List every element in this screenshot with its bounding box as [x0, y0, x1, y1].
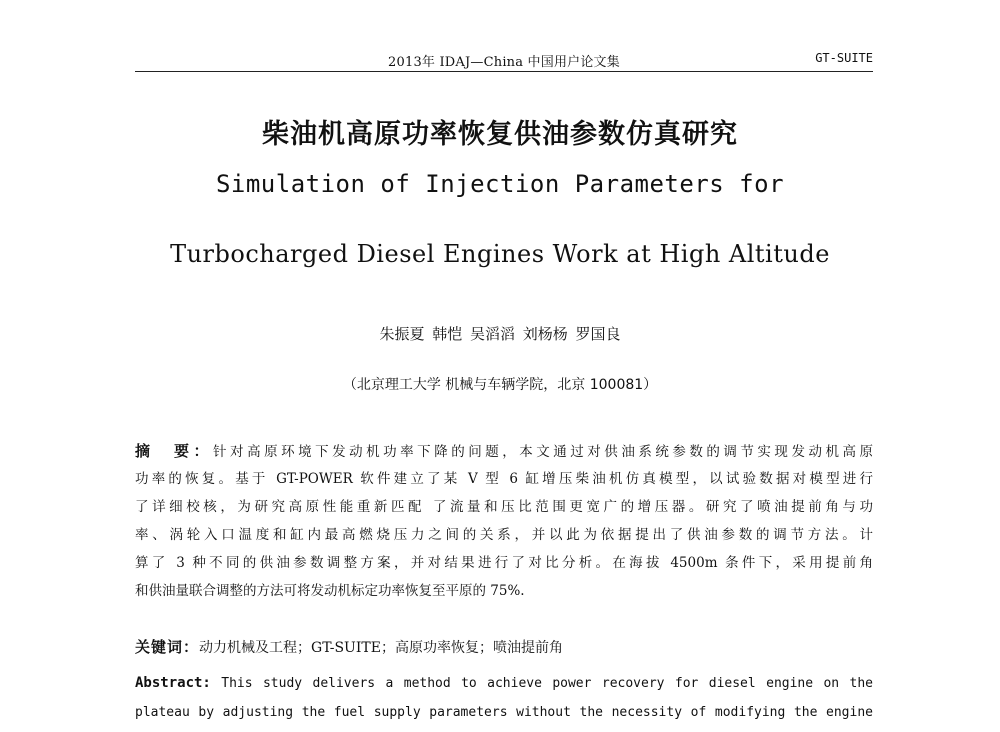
abstract-en-line-2: plateau by adjusting the fuel supply parameters without the necessity of modifying the engine	[135, 705, 873, 720]
author-list: 朱振夏 韩恺 吴滔滔 刘杨杨 罗国良	[379, 325, 621, 343]
abstract-cn-line-3: 了详细校核，为研究高原性能重新匹配 了流量和压比范围更宽广的增压器。研究了喷油提前角与功	[135, 499, 873, 515]
abstract-en-label: Abstract:	[135, 675, 211, 691]
abstract-cn-line-5: 算了 3 种不同的供油参数调整方案，并对结果进行了对比分析。在海拔 4500m 条件下，采用提前角	[135, 555, 873, 571]
abstract-chinese	[135, 440, 873, 608]
abstract-en-text: This study delivers a method to achieve power recovery for diesel engine on the	[221, 676, 873, 691]
paper-title-english-line-1: Simulation of Injection Parameters for	[215, 170, 785, 198]
author-affiliation: （北京理工大学 机械与车辆学院，北京 100081）	[342, 377, 658, 393]
abstract-cn-label: 摘 要：	[135, 442, 214, 460]
header-software-name: GT-SUITE	[815, 51, 873, 65]
header-divider	[135, 71, 873, 72]
abstract-english	[135, 672, 873, 732]
keywords	[135, 636, 873, 659]
abstract-cn-line-4: 率、涡轮入口温度和缸内最高燃烧压力之间的关系，并以此为依据提出了供油参数的调节方法。计	[135, 527, 873, 543]
keywords-text: 动力机械及工程；GT-SUITE；高原功率恢复；喷油提前角	[199, 640, 563, 656]
paper-title-chinese: 柴油机高原功率恢复供油参数仿真研究	[262, 119, 738, 150]
header-proceedings-title: 2013年 IDAJ—China 中国用户论文集	[388, 55, 620, 70]
running-header	[135, 50, 873, 72]
abstract-cn-line-1	[135, 440, 873, 468]
keywords-label: 关键词：	[135, 638, 200, 656]
paper-title-english-line-2: Turbocharged Diesel Engines Work at High Altitude	[170, 240, 830, 268]
abstract-cn-line-6: 和供油量联合调整的方法可将发动机标定功率恢复至平原的 75%.	[135, 583, 525, 599]
abstract-cn-line-2: 功率的恢复。基于 GT-POWER 软件建立了某 V 型 6 缸增压柴油机仿真模型，以试验数据对模型进行	[135, 471, 873, 487]
abstract-cn-text: 针对高原环境下发动机功率下降的问题，本文通过对供油系统参数的调节实现发动机高原	[213, 444, 873, 460]
abstract-en-line-1	[135, 672, 873, 702]
